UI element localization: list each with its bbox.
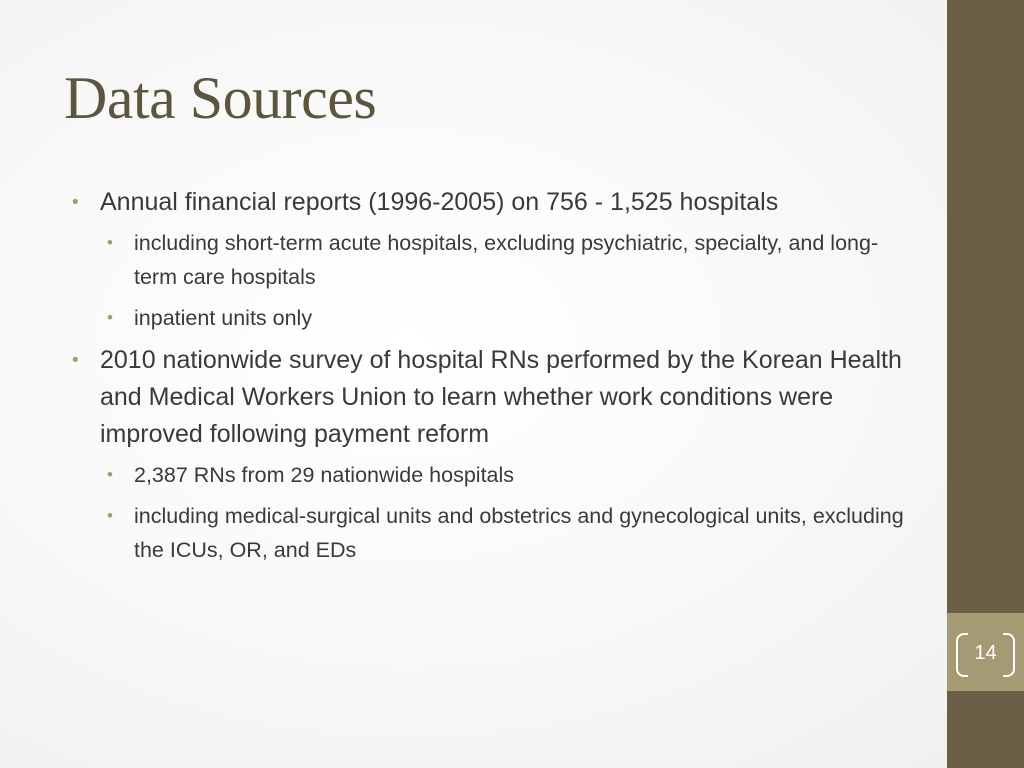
slide-title: Data Sources bbox=[64, 65, 377, 131]
sub-bullet-item bbox=[72, 458, 912, 492]
bullet-item bbox=[72, 184, 912, 221]
sub-bullet-text: 2,387 RNs from 29 nationwide hospitals bbox=[134, 463, 515, 487]
bullet-icon: • bbox=[107, 233, 113, 252]
bullet-icon: • bbox=[107, 506, 113, 525]
page-number-frame bbox=[956, 633, 1015, 675]
sub-bullet-item bbox=[72, 499, 912, 567]
sub-bullet-text: including short-term acute hospitals, excluding psychiatric, specialty, and long-term care hospitals bbox=[134, 231, 879, 289]
bullet-list bbox=[72, 184, 912, 574]
sub-bullet-text: inpatient units only bbox=[134, 306, 313, 330]
bullet-text: Annual financial reports (1996-2005) on 756 - 1,525 hospitals bbox=[100, 188, 779, 216]
sub-bullet-item bbox=[72, 226, 912, 294]
sub-bullet-text: including medical-surgical units and obstetrics and gynecological units, excluding the ICUs, OR, and EDs bbox=[134, 504, 904, 562]
page-number-box bbox=[947, 613, 1024, 691]
bullet-icon: • bbox=[107, 465, 113, 484]
bullet-icon: • bbox=[72, 192, 79, 213]
page-number: 14 bbox=[974, 642, 997, 664]
bullet-icon: • bbox=[72, 350, 79, 371]
bullet-text: 2010 nationwide survey of hospital RNs performed by the Korean Health and Medical Workers Union to learn whether work conditions were improved following payment reform bbox=[100, 346, 902, 448]
sub-bullet-item bbox=[72, 301, 912, 335]
bullet-icon: • bbox=[107, 308, 113, 327]
bullet-item bbox=[72, 342, 912, 453]
